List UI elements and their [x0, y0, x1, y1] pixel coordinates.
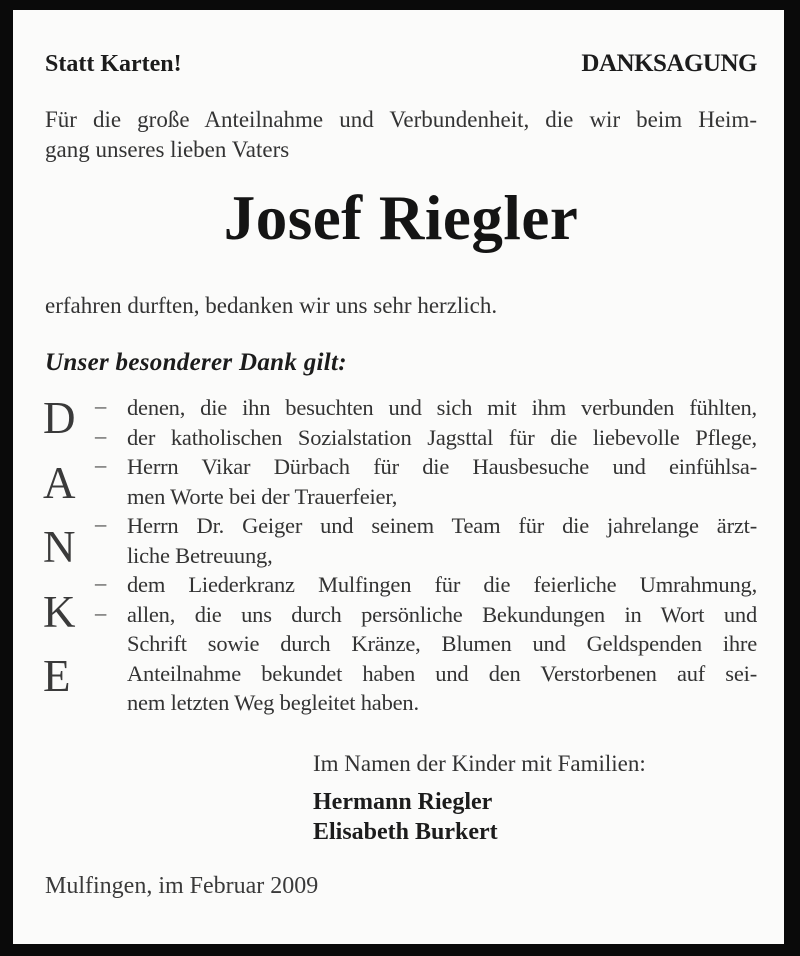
list-item-line: Schrift sowie durch Kränze, Blumen und Geldspenden ihre	[127, 631, 757, 656]
list-item-line: liche Betreuung,	[127, 542, 273, 568]
place-and-date: Mulfingen, im Februar 2009	[45, 873, 319, 899]
intro-line-1: Für die große Anteilnahme und Verbundenheit, die wir beim Heim-	[45, 107, 757, 132]
list-item-line: denen, die ihn besuchten und sich mit ihm verbunden fühlten,	[127, 395, 757, 420]
list-dash: –	[95, 599, 107, 625]
in-name-of-line: Im Namen der Kinder mit Familien:	[313, 751, 646, 776]
danke-letter-a: A	[43, 457, 76, 508]
list-dash: –	[95, 422, 107, 448]
list-dash: –	[95, 452, 107, 477]
list-item	[95, 393, 757, 423]
danke-letter-e: E	[43, 651, 71, 701]
list-dash: –	[95, 393, 107, 418]
list-item-line: allen, die uns durch persönliche Bekundungen in Wort und	[127, 601, 757, 627]
notice-page	[13, 10, 784, 944]
list-dash: –	[95, 570, 107, 595]
signatory-name: Hermann Riegler	[313, 789, 493, 815]
thanks-line: erfahren durften, bedanken wir uns sehr herzlich.	[45, 293, 498, 318]
danke-letter-n: N	[43, 522, 76, 572]
list-item-line: Herrn Vikar Dürbach für die Hausbesuche und einfühlsa-	[127, 454, 757, 479]
list-item	[95, 599, 757, 718]
thanks-list	[95, 393, 757, 718]
closing-block	[313, 751, 646, 847]
list-dash: –	[95, 511, 107, 536]
danke-vertical-word	[43, 393, 83, 701]
list-item-line: Herrn Dr. Geiger und seinem Team für die jahrelange ärzt-	[127, 513, 757, 538]
header-row	[45, 50, 757, 78]
danke-letter-d: D	[43, 393, 76, 443]
list-item-line: nem letzten Weg begleitet haben.	[127, 690, 419, 715]
list-item	[95, 422, 757, 453]
pre-header: Statt Karten!	[45, 51, 182, 77]
list-item-line: dem Liederkranz Mulfingen für die feierliche Umrahmung,	[127, 572, 757, 597]
intro-paragraph	[45, 105, 757, 165]
intro-line-2: gang unseres lieben Vaters	[45, 137, 290, 162]
list-item-line: der katholischen Sozialstation Jagsttal für die liebevolle Pflege,	[127, 424, 757, 450]
list-item	[95, 570, 757, 600]
signatory-name: Elisabeth Burkert	[313, 819, 498, 845]
special-thanks-heading: Unser besonderer Dank gilt:	[45, 349, 347, 376]
list-item	[95, 452, 757, 511]
list-item-line: Anteilnahme bekundet haben und den Verstorbenen auf sei-	[127, 660, 757, 686]
deceased-name-title: Josef Riegler	[223, 183, 579, 253]
list-item-line: men Worte bei der Trauerfeier,	[127, 483, 398, 509]
list-item	[95, 511, 757, 570]
danke-letter-k: K	[43, 586, 76, 637]
notice-type-header: DANKSAGUNG	[581, 50, 757, 77]
